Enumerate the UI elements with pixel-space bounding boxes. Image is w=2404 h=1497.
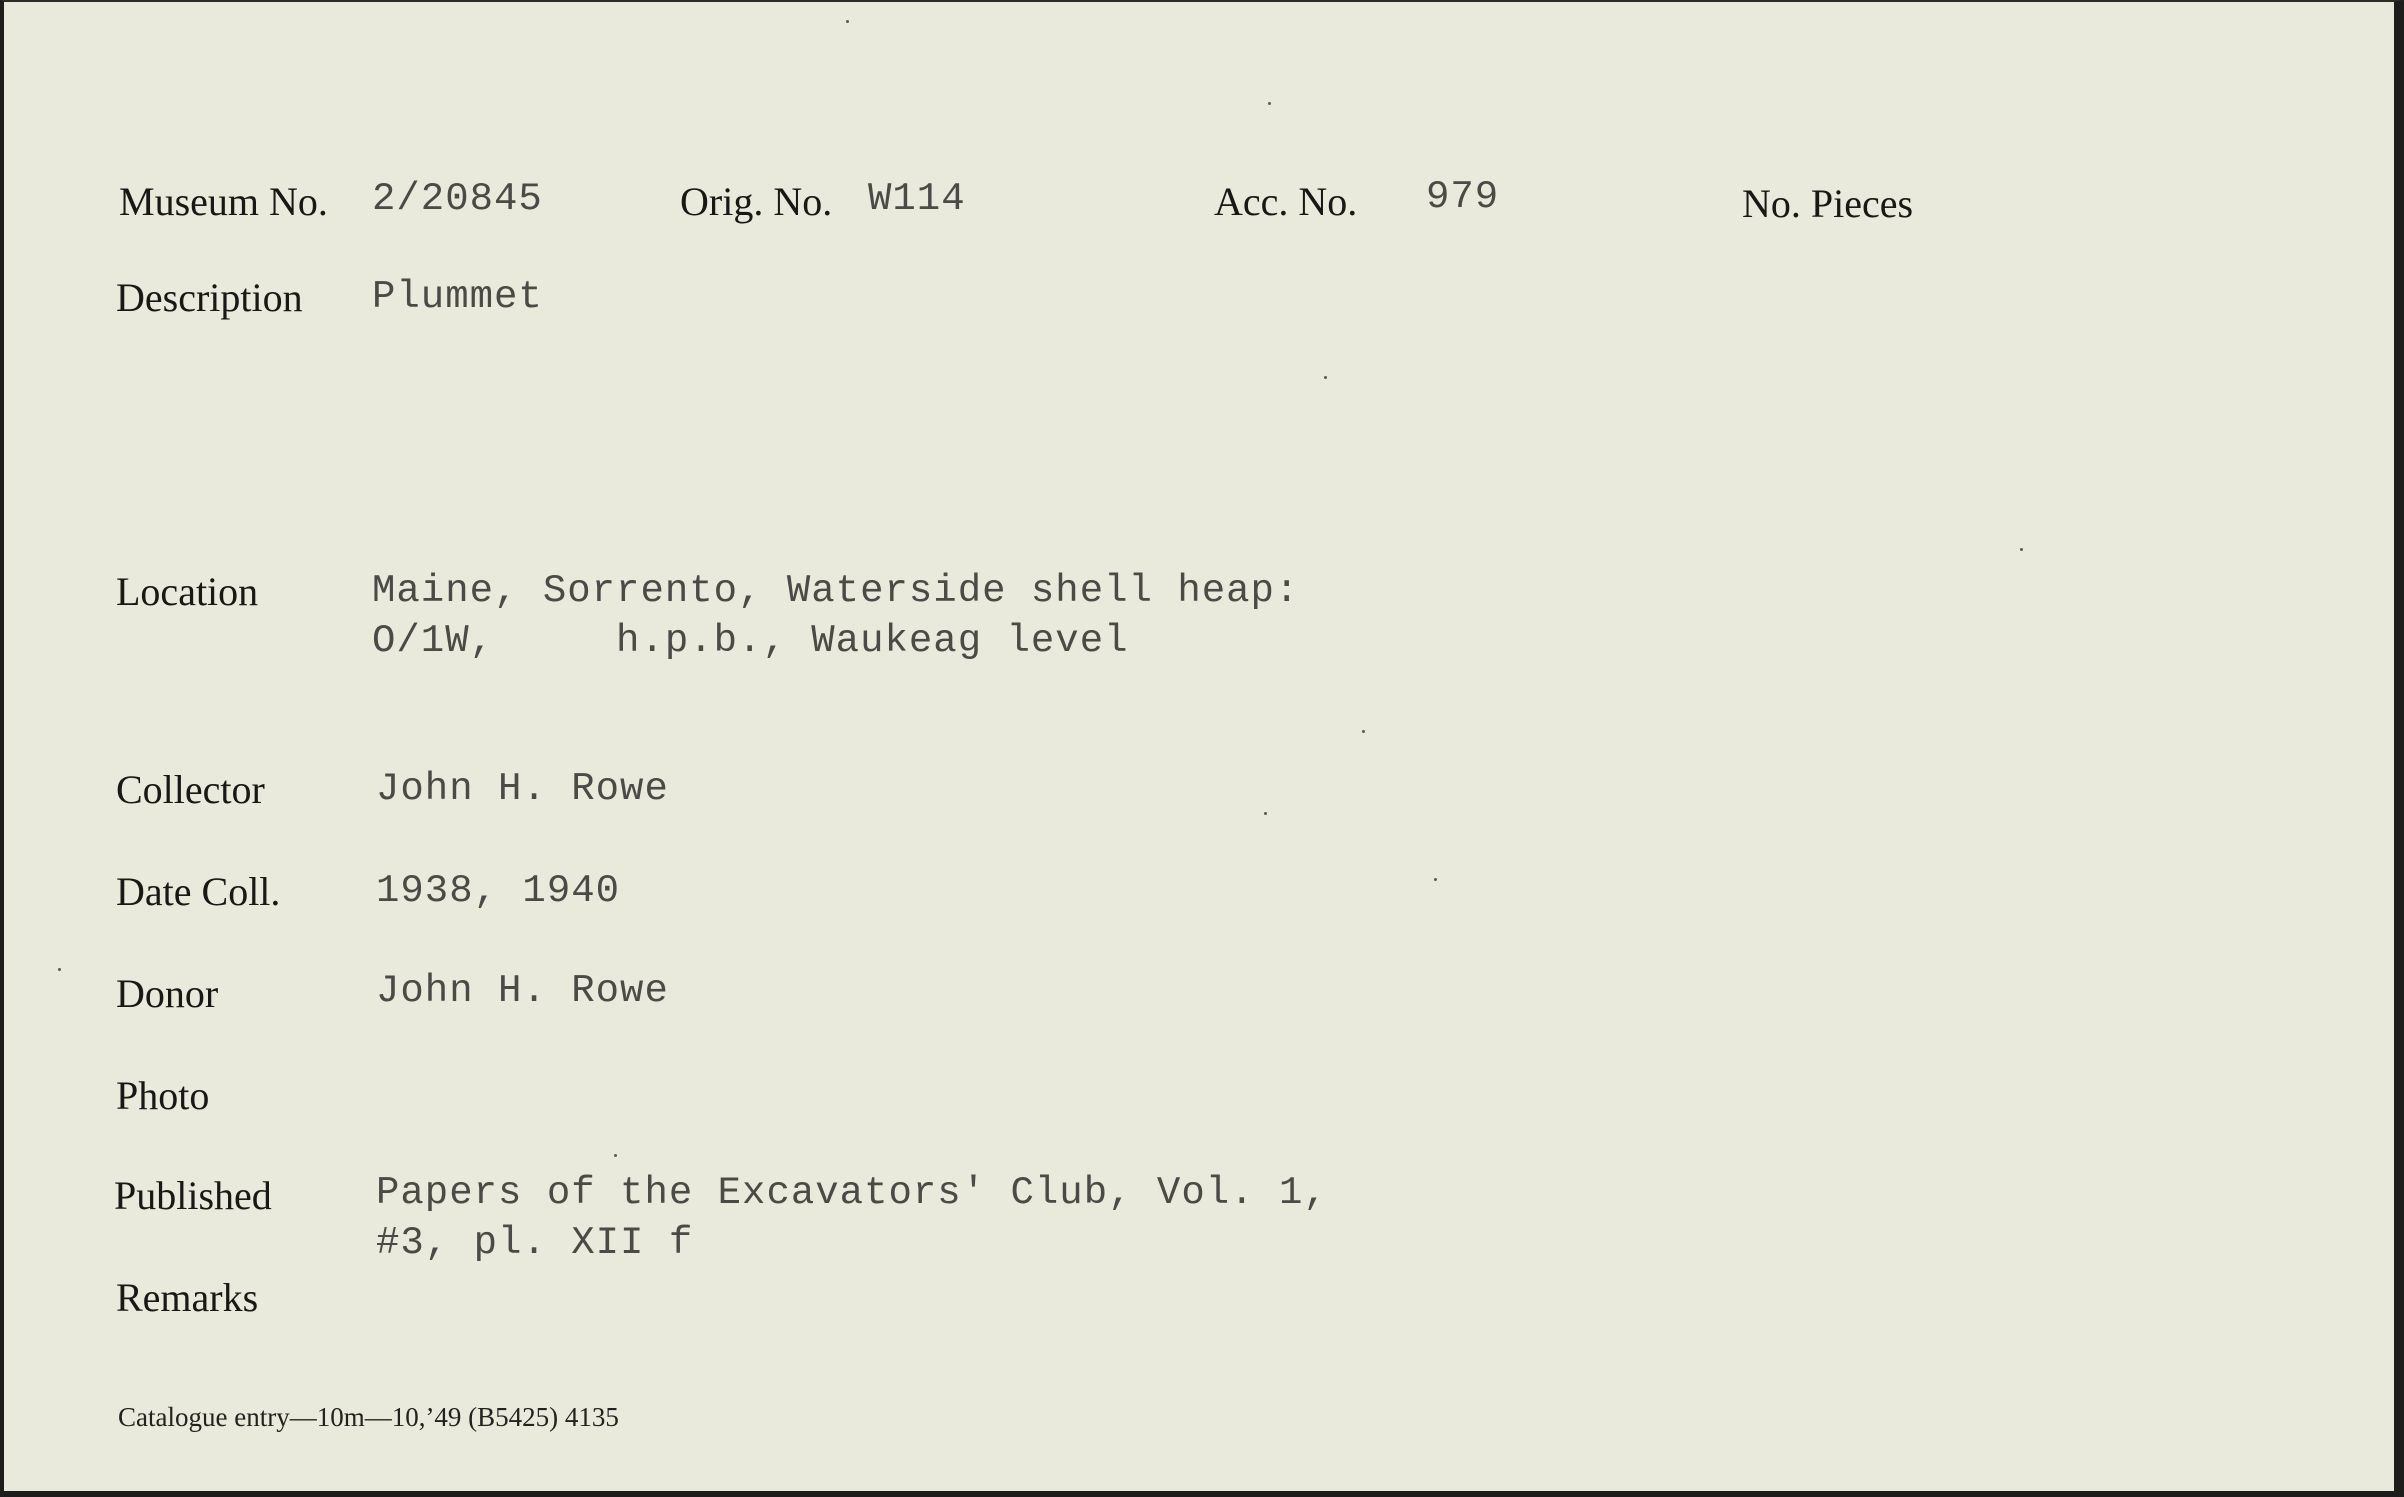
photo-label: Photo [116, 1073, 210, 1118]
paper-speck [614, 1154, 617, 1157]
museum-no-value: 2/20845 [372, 177, 543, 221]
donor-label: Donor [116, 971, 219, 1016]
location-label: Location [116, 569, 259, 614]
paper-speck [1268, 102, 1271, 105]
no-pieces-label: No. Pieces [1742, 181, 1914, 226]
paper-speck [1264, 812, 1267, 815]
acc-no-value: 979 [1426, 175, 1500, 219]
paper-speck [1434, 878, 1437, 881]
collector-label: Collector [116, 767, 265, 812]
published-label: Published [114, 1173, 272, 1218]
catalogue-footer: Catalogue entry—10m—10,’49 (B5425) 4135 [118, 1402, 619, 1432]
acc-no-label: Acc. No. [1214, 179, 1358, 224]
description-value: Plummet [372, 275, 543, 319]
description-label: Description [116, 275, 303, 320]
paper-speck [58, 968, 61, 971]
paper-speck [846, 20, 849, 23]
remarks-label: Remarks [116, 1275, 259, 1320]
paper-speck [2020, 548, 2023, 551]
paper-speck [1362, 730, 1365, 733]
donor-value: John H. Rowe [376, 969, 669, 1013]
collector-value: John H. Rowe [376, 767, 669, 811]
date-coll-label: Date Coll. [116, 869, 281, 914]
paper-speck [1324, 376, 1327, 379]
published-line-2: #3, pl. XII f [376, 1221, 694, 1265]
location-line-2: O/1W, h.p.b., Waukeag level [372, 619, 1129, 663]
orig-no-value: W114 [868, 177, 966, 221]
date-coll-value: 1938, 1940 [376, 869, 621, 913]
published-line-1: Papers of the Excavators' Club, Vol. 1, [376, 1171, 1328, 1215]
museum-no-label: Museum No. [119, 179, 328, 224]
location-line-1: Maine, Sorrento, Waterside shell heap: [372, 569, 1300, 613]
orig-no-label: Orig. No. [680, 179, 833, 224]
